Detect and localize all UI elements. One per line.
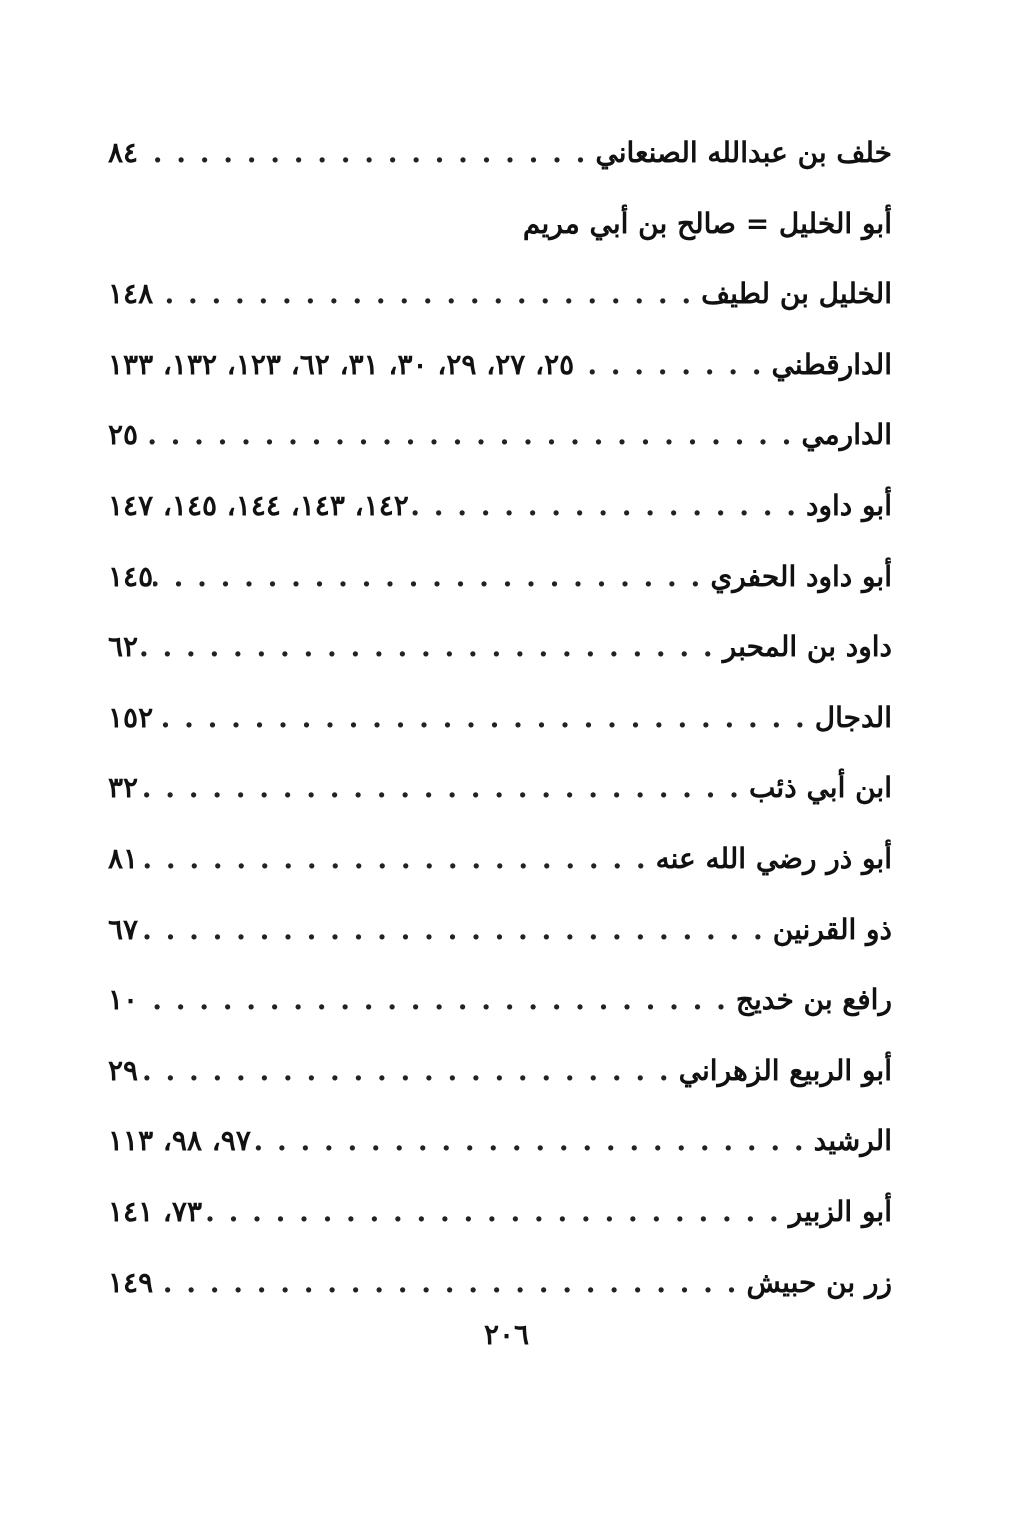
entry-pages: ١٤٢، ١٤٣، ١٤٤، ١٤٥، ١٤٧ xyxy=(108,488,409,522)
dot-leader xyxy=(138,1036,679,1107)
dot-leader xyxy=(138,824,656,895)
index-entry xyxy=(108,400,892,471)
entry-name: الدارمي xyxy=(801,418,892,452)
entry-pages: ٦٢ xyxy=(108,630,139,664)
entry-name: أبو الربيع الزهراني xyxy=(678,1053,892,1087)
index-entry xyxy=(108,683,892,754)
entry-name: ذو القرنين xyxy=(772,912,892,946)
entry-name: الدجال xyxy=(814,700,892,734)
entry-name: أبو الخليل = صالح بن أبي مريم xyxy=(522,206,892,240)
index-entry xyxy=(108,542,892,613)
entry-pages: ١٠ xyxy=(108,983,139,1017)
entry-name: أبو داود xyxy=(805,488,892,522)
entry-pages: ١٤٥ xyxy=(108,559,154,593)
entry-pages: ٩٧، ٩٨، ١١٣ xyxy=(108,1124,251,1158)
dot-leader xyxy=(138,612,723,683)
index-entry xyxy=(108,330,892,401)
dot-leader xyxy=(138,118,595,189)
dot-leader xyxy=(138,753,749,824)
entry-pages: ٣٢ xyxy=(108,771,139,805)
entry-name: أبو داود الحفري xyxy=(710,559,892,593)
index-entry xyxy=(108,965,892,1036)
entry-pages: ١٥٢ xyxy=(108,700,154,734)
entry-pages: ١٤٩ xyxy=(108,1265,154,1299)
index-entry xyxy=(108,824,892,895)
entry-name: أبو الزبير xyxy=(788,1194,892,1228)
dot-leader xyxy=(153,683,815,754)
entry-name: الخليل بن لطيف xyxy=(701,277,892,311)
entry-name: أبو ذر رضي الله عنه xyxy=(655,841,892,875)
index-entry xyxy=(108,895,892,966)
dot-leader xyxy=(138,965,736,1036)
index-entry xyxy=(108,1248,892,1319)
index-entry xyxy=(108,471,892,542)
entry-pages: ٦٧ xyxy=(108,912,139,946)
dot-leader xyxy=(153,259,701,330)
entry-name: زر بن حبيش xyxy=(746,1265,892,1299)
entry-pages: ٢٩ xyxy=(108,1053,139,1087)
index-entry xyxy=(108,1177,892,1248)
entry-name: رافع بن خديج xyxy=(735,983,892,1017)
dot-leader xyxy=(138,895,773,966)
index-entry xyxy=(108,1036,892,1107)
entry-name: الرشيد xyxy=(813,1124,892,1158)
page-number: ٢٠٦ xyxy=(483,1318,530,1351)
entry-pages: ٨١ xyxy=(108,841,139,875)
dot-leader xyxy=(409,471,806,542)
dot-leader xyxy=(251,1106,814,1177)
index-entry xyxy=(108,259,892,330)
index-entry xyxy=(108,612,892,683)
index-entry xyxy=(108,118,892,189)
dot-leader xyxy=(138,400,801,471)
entry-pages: ٢٥، ٢٧، ٢٩، ٣٠، ٣١، ٦٢، ١٢٣، ١٣٢، ١٣٣ xyxy=(108,347,575,381)
name-index-list xyxy=(108,118,892,1318)
entry-pages: ١٤٨ xyxy=(108,277,154,311)
dot-leader xyxy=(153,542,710,613)
dot-leader xyxy=(153,1248,746,1319)
index-entry xyxy=(108,1106,892,1177)
dot-leader xyxy=(574,330,771,401)
entry-name: داود بن المحبر xyxy=(722,630,892,664)
entry-pages: ٨٤ xyxy=(108,136,139,169)
index-entry-cross-reference xyxy=(108,189,892,260)
entry-name: خلف بن عبدالله الصنعاني xyxy=(595,136,892,169)
entry-name: ابن أبي ذئب xyxy=(748,771,892,805)
entry-name: الدارقطني xyxy=(771,347,892,381)
entry-pages: ٢٥ xyxy=(108,418,139,452)
entry-pages: ٧٣، ١٤١ xyxy=(108,1194,202,1228)
index-entry xyxy=(108,753,892,824)
dot-leader xyxy=(202,1177,789,1248)
